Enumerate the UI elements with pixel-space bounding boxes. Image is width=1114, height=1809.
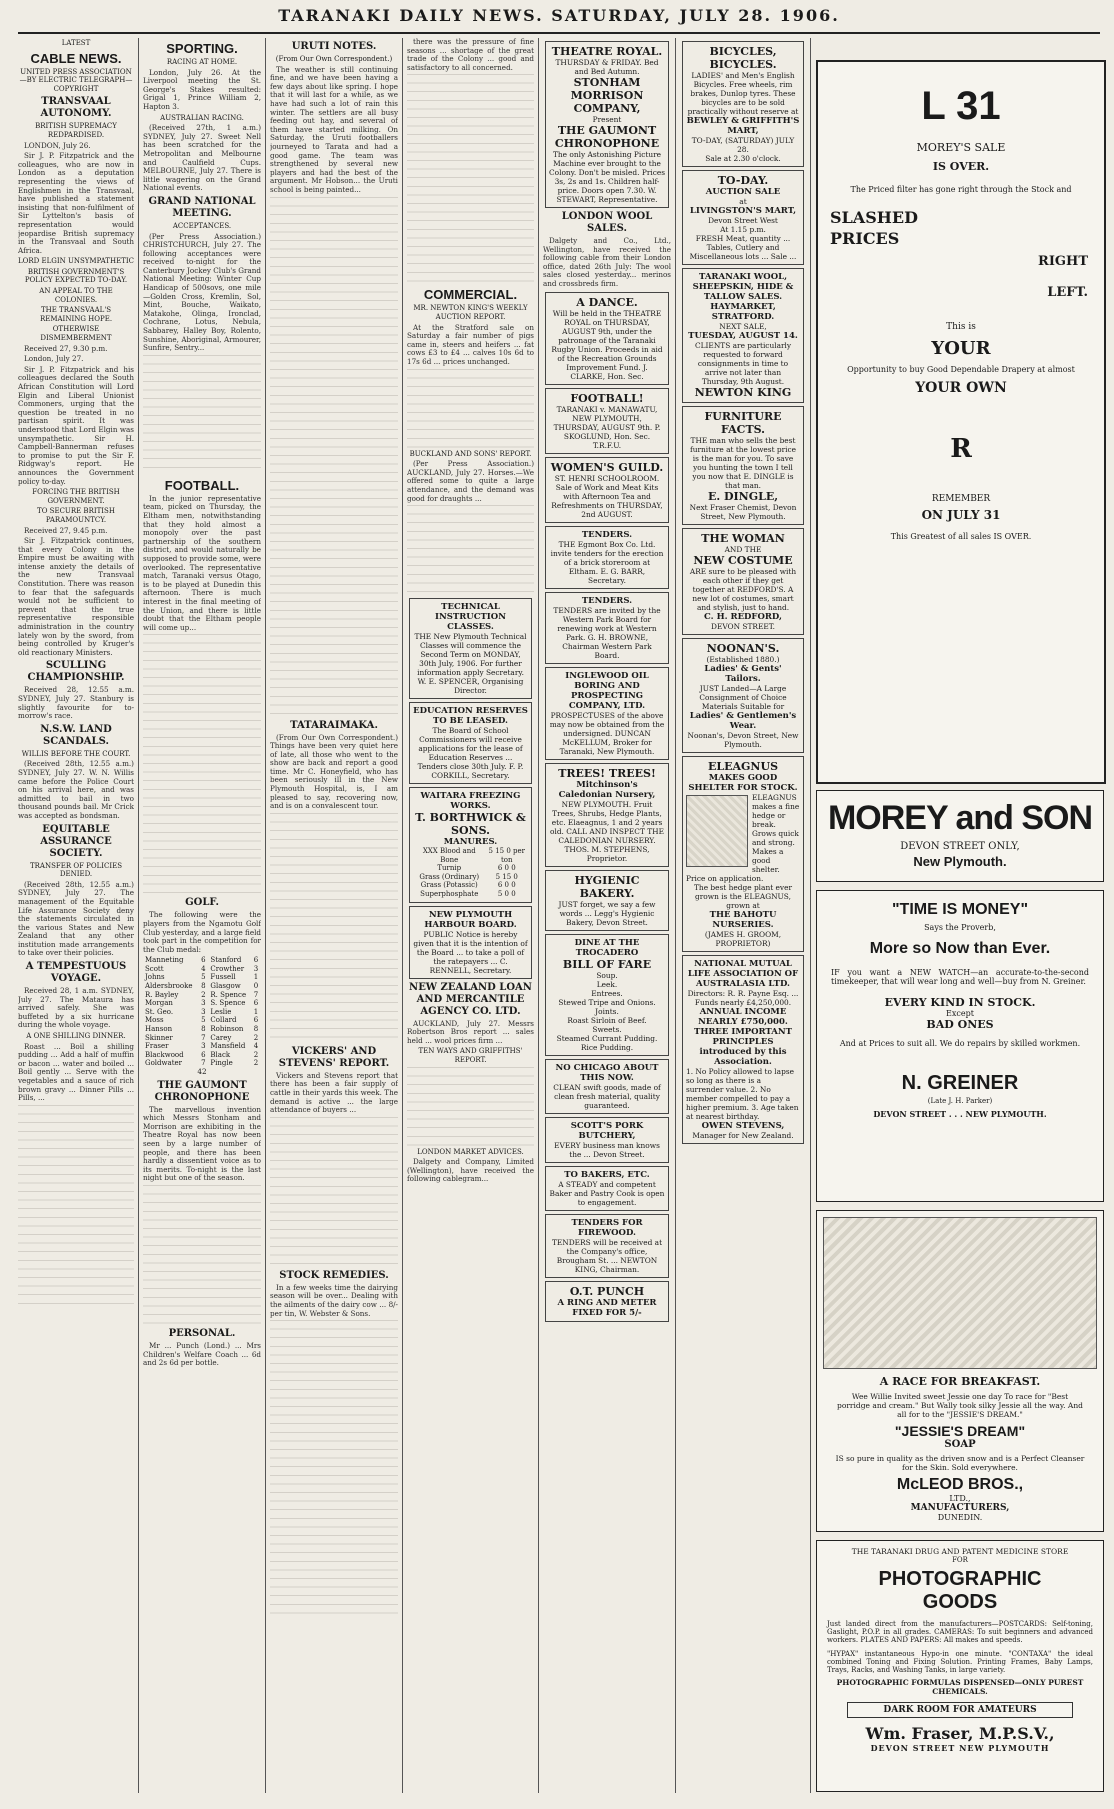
ad-elaeagnus: ELEAGNUS MAKES GOOD SHELTER FOR STOCK. ELEAGNUS makes a fine hedge or break. Grows quick and strong. Makes a good shelter. Price on application. The best hedge plant ever grown is the ELEAGNUS, grown at THE BAHOTU NURSERIES. (JAMES H. GROOM, PROPRIETOR) (682, 756, 804, 952)
ad-bakers: TO BAKERS, ETC. A STEADY and competent Baker and Pastry Cook is open to engagement. (545, 1166, 669, 1211)
text-lines (143, 355, 261, 475)
article-body: Received 27, 9.45 p.m. Sir J. Fitzpatrick continues, that every Colony in the Empire must be awaiting with intense anxiety the details of the new Transvaal Constitution. There was reason to fear that the safeguards would not be sufficient to prevent that the true representative responsible administration in the country lately won by the sword, from being controlled by Kruger's old reactionary Ministers. (18, 525, 134, 657)
article-body: (From Our Own Correspondent.) Things have been very quiet here of late, all those who went to the show are back and report a good time. Mr C. Honeyfield, who has been seriously ill in the New Plymouth Hospital, is, I am pleased to say, recovering now, and is on a convalescent tour. (270, 732, 398, 811)
column-rule (810, 38, 811, 1793)
list-item: Sweets. (592, 1024, 622, 1034)
table-row: Johns 5 Fussell 1 (145, 973, 259, 982)
subhead: BUCKLAND AND SONS' REPORT. (409, 449, 532, 458)
table-row: XXX Blood and Bone 5 15 0 per ton (422, 847, 525, 864)
article-body: AUCKLAND, July 27. Messrs Robertson Bros report ... sales held ... wool prices firm ... (407, 1018, 534, 1045)
headline-personal: PERSONAL. (168, 1327, 236, 1339)
headline-sculling: SCULLING CHAMPIONSHIP. (27, 660, 125, 684)
column-rule (138, 38, 139, 1793)
text-lines (407, 1067, 534, 1147)
subhead: OTHERWISE DISMEMBERMENT (40, 325, 112, 343)
section-title-football: FOOTBALL. (164, 477, 240, 493)
shrub-illustration (686, 795, 748, 867)
article-body: London, July 26. At the Liverpool meeting the St. George's Stakes resulted: Grigal 1, Prince William 2, Hapton 3. (143, 67, 261, 111)
table-row: Turnip 6 0 0 (437, 864, 516, 873)
ad-football: FOOTBALL! TARANAKI v. MANAWATU, NEW PLYMOUTH, THURSDAY, AUGUST 9th. P. SKOGLUND, Hon. Sec. T.R.F.U. (545, 388, 669, 454)
ad-tenders-1: TENDERS. THE Egmont Box Co. Ltd. invite tenders for the erection of a brick storeroom at Eltham. E. G. BARR, Secretary. (545, 526, 669, 589)
table-row: Scott 4 Crowther 3 (145, 964, 259, 973)
ad-dance: A DANCE. Will be held in the THEATRE ROYAL on THURSDAY, AUGUST 9th, under the patronage of the Taranaki Rugby Union. Proceeds in aid of the Recreation Grounds Improvement Fund. J. CLARKE, Hon. Sec. (545, 292, 669, 385)
headline-transvaal: TRANSVAAL AUTONOMY. (40, 96, 112, 120)
headline-vickers: VICKERS' AND STEVENS' REPORT. (278, 1045, 390, 1069)
table-row: Superphosphate 5 0 0 (420, 890, 516, 899)
subhead: WILLIS BEFORE THE COURT. (21, 749, 131, 758)
ad-taranaki-wool: TARANAKI WOOL, SHEEPSKIN, HIDE & TALLOW SALES. HAYMARKET, STRATFORD. NEXT SALE, TUESDAY, AUGUST 14. CLIENTS are particularly requested to forward consignments in time to arrive not later than Thursday, 9th August. NEWTON KING (682, 268, 804, 403)
section-title-sporting: SPORTING. (166, 41, 238, 56)
headline-nsw: N.S.W. LAND SCANDALS. (40, 723, 112, 747)
subhead: MR. NEWTON KING'S WEEKLY AUCTION REPORT. (413, 304, 528, 321)
column-rule (265, 38, 266, 1793)
table-row: Grass (Ordinary) 5 15 0 (419, 872, 518, 881)
column-2 (143, 38, 261, 1798)
text-lines (407, 74, 534, 284)
ad-scott: SCOTT'S PORK BUTCHERY, EVERY business man knows the ... Devon Street. (545, 1117, 669, 1163)
table-row: St. Geo. 3 Leslie 1 (145, 1007, 259, 1016)
subhead: AN APPEAL TO THE COLONIES. (39, 287, 113, 304)
text-lines (270, 813, 398, 1043)
ad-national-mutual: NATIONAL MUTUAL LIFE ASSOCIATION OF AUSTRALASIA LTD. Directors: R. R. Payne Esq. ... Funds nearly £4,250,000. ANNUAL INCOME NEARLY £750,000. THREE IMPORTANT PRINCIPLES introduced by this Association. 1. No Policy allowed to lapse so long as there is a surrender value. 2. No member compelled to pay a higher premium. 3. Age taken at nearest birthday. OWEN STEVENS, Manager for New Zealand. (682, 955, 804, 1144)
ad-punch: O.T. PUNCH A RING AND METER FIXED FOR 5/- (545, 1281, 669, 1322)
ad-firewood: TENDERS FOR FIREWOOD. TENDERS will be received at the Company's office, Brougham St. ... NEWTON KING, Chairman. (545, 1214, 669, 1278)
text-lines (270, 197, 398, 717)
table-row: Aldersbrooke 8 Glasgow 0 (145, 982, 259, 991)
ad-technical: TECHNICAL INSTRUCTION CLASSES. THE New Plymouth Technical Classes will commence the Second Term on MONDAY, 30th July, 1906. For further information apply Secretary. W. E. SPENCER, Organising Director. (409, 598, 532, 699)
headline-voyage: A TEMPESTUOUS VOYAGE. (25, 961, 127, 985)
ad-waitara: WAITARA FREEZING WORKS. T. BORTHWICK & SONS. MANURES. XXX Blood and Bone 5 15 0 per ton Turnip 6 0 0 Grass (Ordinary) 5 15 0 Grass (Potassic) 6 0 0 Superphosphate 5 0 0 (409, 787, 532, 903)
text-lines (143, 634, 261, 894)
masthead: TARANAKI DAILY NEWS. SATURDAY, JULY 28. 1906. (18, 6, 1100, 34)
article-body: Received 28, 1 a.m. SYDNEY, July 27. The Mataura has arrived safely. She was buffeted by a six hurricane during the whole voyage. (18, 986, 134, 1030)
ad-fraser-photographic: THE TARANAKI DRUG AND PATENT MEDICINE STORE FOR PHOTOGRAPHIC GOODS Just landed direct from the manufacturers—POSTCARDS: Self-toning, Gaslight, P.O.P. in all grades. CAMERAS: To suit beginners and advanced workers. PLATES AND PAPERS: All makes and speeds. "HYPAX" instantaneous Hypo-in one minute. "CONTAXA" the ideal combined Toning and Fixing Solution. Printing Frames, Baby Lamps, Trays, Racks, and Washing Tanks, in large variety. PHOTOGRAPHIC FORMULAS DISPENSED—ONLY PUREST CHEMICALS. DARK ROOM FOR AMATEURS Wm. Fraser, M.P.S.V., DEVON STREET NEW PLYMOUTH (816, 1540, 1104, 1792)
article-body: The following were the players from the Ngamotu Golf Club yesterday, and a large field took part in the competition for the Club medal: (143, 910, 261, 954)
headline-nzloan: NEW ZEALAND LOAN AND MERCANTILE AGENCY CO. LTD. (409, 981, 532, 1017)
text-lines (270, 1117, 398, 1267)
golf-results-table (143, 956, 261, 1068)
column-rule (675, 38, 676, 1793)
column-4 (407, 38, 534, 1798)
ad-greiner: "TIME IS MONEY" Says the Proverb, More so Now than Ever. IF you want a NEW WATCH—an accurate-to-the-second timekeeper, that will wear long and well—buy from N. Greiner. EVERY KIND IN STOCK. Except BAD ONES And at Prices to suit all. We do repairs by skilled workmen. N. GREINER (Late J. H. Parker) DEVON STREET . . . NEW PLYMOUTH. (816, 890, 1104, 1202)
list-item: Roast Sirloin of Beef. (567, 1015, 647, 1025)
subhead: LONDON MARKET ADVICES. (417, 1147, 524, 1156)
table-row: R. Bayley 2 R. Spence 7 (145, 990, 259, 999)
text-lines (18, 1105, 134, 1305)
article-body: Roast ... Boil a shilling pudding ... Add a half of muffin or bacon ... water and boiled ... Boil gently ... Serve with the vegetables and a sauce of rich brown gravy ... Dinner Pills ... Pills, ... (18, 1041, 134, 1103)
ad-harbour: NEW PLYMOUTH HARBOUR BOARD. PUBLIC Notice is hereby given that it is the intention of the Board ... to take a poll of the ratepayers ... C. RENNELL, Secretary. (409, 906, 532, 979)
article-body: there was the pressure of fine seasons ... shortage of the great trade of the Colony ... good and satisfactory to all concerned. (407, 38, 534, 72)
ad-education: EDUCATION RESERVES TO BE LEASED. The Board of School Commissioners will receive applications for the lease of Education Reserves ... Tenders close 30th July. F. P. CORKILL, Secretary. (409, 702, 532, 784)
article-body: The marvellous invention which Messrs Stonham and Morrison are exhibiting in the Theatre Royal has now been seen by a large number of people, and there has been hardly a dissentient voice as to its merits. To-night is the last night but one of the season. (143, 1104, 261, 1183)
list-item: Soup. (596, 970, 618, 980)
bill-of-fare-list (549, 971, 665, 1052)
credit-line: UNITED PRESS ASSOCIATION—BY ELECTRIC TELEGRAPH—COPYRIGHT (19, 67, 133, 93)
subhead: TO SECURE BRITISH PARAMOUNTCY. (37, 507, 115, 524)
table-row: Goldwater 7 Pingle 2 (145, 1059, 259, 1068)
table-row: Manneting 6 Stanford 6 (145, 956, 259, 965)
table-row: Grass (Potassic) 6 0 0 (420, 881, 516, 890)
golf-total: 42 (197, 1067, 207, 1076)
ad-noonans: NOONAN'S. (Established 1880.) Ladies' & Gents' Tailors. JUST Landed—A Large Consignment of Choice Materials Suitable for Ladies' & Gentlemen's Wear. Noonan's, Devon Street, New Plymouth. (682, 638, 804, 753)
article-body: In the junior representative team, picked on Thursday, the Eltham men, notwithstanding that they hold almost a monopoly over the past partnership of the southern district, and would naturally be supposed to provide some, were overlooked. The representative match, Taranaki versus Otago, is to be played at Dunedin this afternoon. There is much interest in the final meeting of the Union, and there is little doubt that the Eltham people will come up... (143, 493, 261, 632)
ad-inglewood: INGLEWOOD OIL BORING AND PROSPECTING COMPANY, LTD. PROSPECTUSES of the above may now be obtained from the undersigned. DUNCAN McKELLUM, Broker for Taranaki, New Plymouth. (545, 667, 669, 760)
subhead: LORD ELGIN UNSYMPATHETIC (18, 257, 134, 266)
table-row: Fraser 3 Mansfield 4 (145, 1042, 259, 1051)
ad-jessies-dream: A RACE FOR BREAKFAST. Wee Willie Invited sweet Jessie one day To race for "Best porridge and cream." But Wally took silky Jessie all the way. And all for to the "JESSIE'S DREAM." "JESSIE'S DREAM" SOAP IS so pure in quality as the driven snow and is a Perfect Cleanser for the Skin. Sold everywhere. McLEOD BROS., LTD., MANUFACTURERS, DUNEDIN. (816, 1210, 1104, 1532)
ad-redford: THE WOMAN AND THE NEW COSTUME ARE sure to be pleased with each other if they get together at REDFORD'S. A new lot of costumes, smart and stylish, just to hand. C. H. REDFORD, DEVON STREET. (682, 528, 804, 635)
subhead: TRANSFER OF POLICIES DENIED. (29, 861, 123, 879)
table-row: Hanson 8 Robinson 8 (145, 1025, 259, 1034)
table-row: Moss 5 Collard 6 (145, 1016, 259, 1025)
section-title-cable-news: CABLE NEWS. (30, 50, 122, 66)
section-title-commercial: COMMERCIAL. (423, 287, 518, 303)
subhead: AUSTRALIAN RACING. (160, 113, 244, 122)
table-row: Morgan 3 S. Spence 6 (145, 999, 259, 1008)
list-item: Leek. (596, 979, 618, 989)
ad-livingstons: TO-DAY. AUCTION SALE at LIVINGSTON'S MART, Devon Street West At 1.15 p.m. FRESH Meat, quantity ... Tables, Cutlery and Miscellaneous lots ... Sale ... (682, 170, 804, 265)
list-item: Stewed Tripe and Onions. (558, 997, 656, 1007)
list-item: Rice Pudding. (580, 1042, 634, 1052)
ad-morey-son: MOREY and SON DEVON STREET ONLY, New Plymouth. (816, 790, 1104, 882)
list-item: Entrees. (591, 988, 623, 998)
subhead: THE TRANSVAAL'S REMAINING HOPE. (39, 306, 113, 323)
column-5 (543, 38, 671, 1798)
subhead: FORCING THE BRITISH GOVERNMENT. (32, 488, 120, 505)
headline-gnm: GRAND NATIONAL MEETING. (148, 195, 256, 219)
article-body: (Received 28th, 12.55 a.m.) SYDNEY, July 27. W. N. Willis came before the Police Court on his arrival here, and was admitted to bail in two thousand pounds bail. Mr Crick was accepted as bondsman. (18, 759, 134, 820)
headline-equitable: EQUITABLE ASSURANCE SOCIETY. (40, 823, 112, 859)
headline-wool: LONDON WOOL SALES. (561, 211, 653, 234)
text-lines (270, 1320, 398, 1620)
article-body: (Per Press Association.) AUCKLAND, July 27. Horses.—We offered some to quite a large attendance, and the demand was good for draughts ... (407, 459, 534, 503)
ad-hygienic: HYGIENIC BAKERY. JUST forget, we say a few words ... Legg's Hygienic Bakery, Devon Street. (545, 870, 669, 931)
text-lines (407, 369, 534, 449)
article-body: Dalgety and Co., Ltd., Wellington, have received the following cable from their London office, dated 26th July: The wool sales closed yesterday... merinos and crossbreds firm. (543, 236, 671, 288)
ad-furniture: FURNITURE FACTS. THE man who sells the best furniture at the lowest price is the man for you. To save you hunting the town I tell you now that E. DINGLE is that man. E. DINGLE, Next Fraser Chemist, Devon Street, New Plymouth. (682, 406, 804, 525)
headline-gaumont: THE GAUMONT CHRONOPHONE (154, 1079, 250, 1103)
article-body: Dalgety and Company, Limited (Wellington), have received the following cablegram... (407, 1157, 534, 1184)
article-body: The weather is still continuing fine, and we have been having a few days about like spring. I hope that it will last for a while, as we have had such a lot of rain this winter. The settlers are all busy feeding out hay, and several of them have started milking. On Saturday, the Uruti footballers journeyed to Tarata and had a good game. The team was strengthened by several new players and had the best of the argument. Mr Hobson... the Uruti school is being painted... (270, 64, 398, 194)
kicker: LATEST (61, 39, 91, 47)
headline-uruti: URUTI NOTES. (291, 41, 377, 52)
manure-price-table (413, 847, 528, 899)
article-body: Received 27, 9.30 p.m. London, July 27. Sir J. P. Fitzpatrick and his colleagues declared the South African Constitution will Lord Elgin and Liberal Unionist Commoners, urging that the question be treated in no partisan spirit. It was understood that Lord Elgin was unsympathetic. Sir H. Campbell-Bannerman refuses to promise to put the Sir F. Ridgway's report. He announces the Government policy to-day. (18, 343, 134, 486)
ad-trees: TREES! TREES! Mitchinson's Caledonian Nursery, NEW PLYMOUTH. Fruit Trees, Shrubs, Hedge Plants, etc. Elaeagnus, 1 and 2 years old. CALL AND INSPECT THE CALEDONIAN NURSERY. THOS. M. STEPHENS, Proprietor. (545, 763, 669, 867)
subhead: BRITISH SUPREMACY REDPARDISED. (35, 122, 117, 139)
article-body: In a few weeks time the dairying season will be over... Dealing with the ailments of the dairy cow ... 8/- per tin, W. Webster & Sons. (270, 1282, 398, 1318)
subhead: BRITISH GOVERNMENT'S POLICY EXPECTED TO-DAY. (24, 267, 128, 285)
column-1 (18, 38, 134, 1798)
article-body: Received 28, 12.55 a.m. SYDNEY, July 27. Stanbury is slightly favourite for to-morrow's race. (18, 685, 134, 721)
ad-theatre: THEATRE ROYAL. THURSDAY & FRIDAY. Bed and Bed Autumn. STONHAM MORRISON COMPANY, Present THE GAUMONT CHRONOPHONE The only Astonishing Picture Machine ever brought to the Colony. Don't be misled. Prices 3s, 2s and 1s. Children half-price. Doors open 7.30. W. STEWART, Representative. (545, 41, 669, 208)
article-body: Vickers and Stevens report that there has been a fair supply of cattle in their yards this week. The demand is active ... the large attendance of buyers ... (270, 1070, 398, 1115)
subhead: ACCEPTANCES. (172, 221, 232, 230)
article-body: (Received 27th, 1 a.m.) SYDNEY, July 27. Sweet Nell has been scratched for the Metropolitan and Melbourne and Caulfield Cups. MELBOURNE, July 27. There is little wagering on the Grand National events. (143, 123, 261, 193)
text-lines (407, 505, 534, 595)
text-lines (143, 1185, 261, 1325)
article-body: (Per Press Association.) CHRISTCHURCH, July 27. The following acceptances were received to-night for the Canterbury Jockey Club's Grand National Meeting: Winter Cup Handicap of 500sovs, one mile—Golden Cross, Kremlin, Sol, Mint, Bouche, Waikato, Matakohe, Olinga, Ironclad, Cochrane, Lotus, Nebula, Sabbarey, Halley Boy, Rolento, Sunshine, Aboriginal, Armourer, Sunfire, Sentry... (143, 231, 261, 353)
table-row: Blackwood 6 Black 2 (145, 1050, 259, 1059)
headline-stock: STOCK REMEDIES. (279, 1269, 389, 1281)
column-rule (402, 38, 403, 1793)
ad-bicycles: BICYCLES, BICYCLES. LADIES' and Men's English Bicycles. Free wheels, rim brakes, Dunlop tyres. These bicycles are to be sold practically without reserve at BEWLEY & GRIFFITH'S MART, TO-DAY, (SATURDAY) JULY 28. Sale at 2.30 o'clock. (682, 41, 804, 167)
headline-golf: GOLF. (185, 897, 219, 909)
column-6 (680, 38, 806, 1798)
ad-womens-guild: WOMEN'S GUILD. ST. HENRI SCHOOLROOM. Sale of Work and Meat Kits with Afternoon Tea and Refreshments on THURSDAY, 2nd AUGUST. (545, 457, 669, 523)
article-body: Mr ... Punch (Lond.) ... Mrs Children's Welfare Coach ... 6d and 2s 6d per bottle. (143, 1340, 261, 1368)
column-3 (270, 38, 398, 1798)
ad-tenders-2: TENDERS. TENDERS are invited by the Western Park Board for renewing work at Western Park. G. H. BROWNE, Chairman Western Park Board. (545, 592, 669, 664)
article-body: LONDON, July 26. Sir J. P. Fitzpatrick and the colleagues, who are now in London as a deputation representing the views of Englishmen in the Transvaal, have published a statement insisting that non-fulfilment of Sir Lyttelton's basis of representation would jeopardise British supremacy in the Transvaal and South Africa. (18, 140, 134, 255)
headline-tataraimaka: TATARAIMAKA. (290, 719, 378, 731)
list-item: Joints. (595, 1006, 619, 1016)
subhead: A ONE SHILLING DINNER. (26, 1032, 126, 1041)
list-item: Steamed Currant Pudding. (556, 1033, 658, 1043)
article-body: (Received 28th, 12.55 a.m.) SYDNEY, July 27. The management of the Equitable Life Assurance Society deny the statements circulated in the various States and New Zealand that any other institution made arrangements to take over their policies. (18, 879, 134, 958)
article-body: At the Stratford sale on Saturday a fair number of pigs came in, steers and heifers ... fat cows £3 to £4 ... calves 10s 6d to 17s 6d ... prices unchanged. (407, 322, 534, 366)
ad-chicago: NO CHICAGO ABOUT THIS NOW. CLEAN swift goods, made of clean fresh material, quality guaranteed. (545, 1059, 669, 1114)
subhead: TEN WAYS AND GRIFFITHS' REPORT. (418, 1047, 523, 1065)
subhead: (From Our Own Correspondent.) (275, 55, 393, 63)
ad-morey-sale: L 31 MOREY'S SALE IS OVER. The Priced filter has gone right through the Stock and SLASHED PRICES RIGHT LEFT. This is YOUR Opportunity to buy Good Dependable Drapery at almost YOUR OWN R REMEMBER ON JULY 31 This Greatest of all sales IS OVER. (816, 60, 1106, 784)
children-illustration (823, 1217, 1097, 1369)
ad-trocadero: DINE AT THE TROCADERO BILL OF FARE Soup. Leek. Entrees. Stewed Tripe and Onions. Joints. Roast Sirloin of Beef. Sweets. Steamed Currant Pudding. Rice Pudding. (545, 934, 669, 1056)
table-row: Skinner 7 Carey 2 (145, 1033, 259, 1042)
subhead: RACING AT HOME. (166, 58, 238, 66)
column-rule (538, 38, 539, 1793)
